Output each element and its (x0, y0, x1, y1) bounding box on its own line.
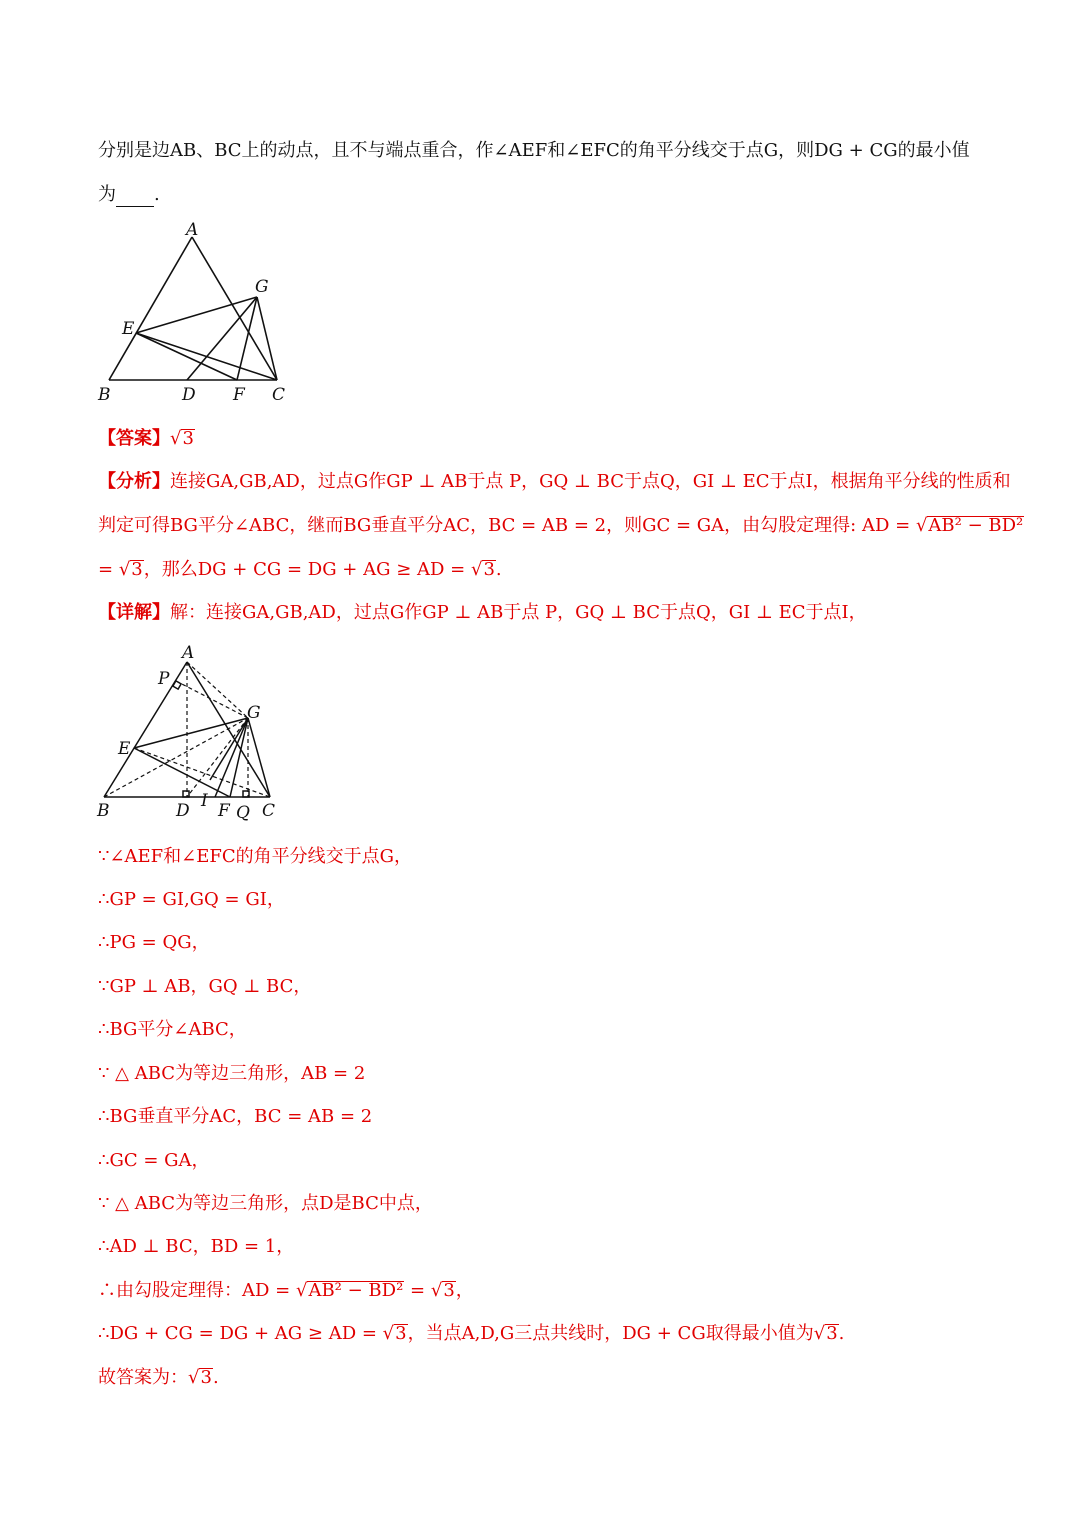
step-3: ∴PG = QG， (98, 932, 210, 953)
step-11: ∴由勾股定理得：AD = √AB² − BD² = √3， (98, 1280, 474, 1301)
fig2-label-g: G (247, 703, 261, 723)
fig1-label-d: D (182, 385, 196, 405)
fig1-label-b: B (98, 385, 111, 405)
step-6: ∵ △ ABC为等边三角形，AB = 2 (98, 1063, 366, 1084)
fig1-label-g: G (255, 277, 269, 297)
figure-2 (90, 640, 300, 825)
answer-blank (116, 188, 154, 207)
step-8: ∴GC = GA， (98, 1150, 210, 1171)
fig1-label-a: A (186, 220, 199, 240)
final-answer: 故答案为：√3. (98, 1367, 219, 1388)
fig2-label-b: B (97, 801, 110, 821)
figure-1 (90, 215, 300, 410)
problem-line-2: 为 . (98, 184, 160, 205)
fig1-label-c: C (272, 385, 286, 405)
step-7: ∴BG垂直平分AC，BC = AB = 2 (98, 1106, 373, 1127)
step-9: ∵ △ ABC为等边三角形，点D是BC中点， (98, 1193, 433, 1214)
fig2-label-c: C (262, 801, 276, 821)
fig2-label-i: I (201, 791, 208, 811)
fig2-label-a: A (182, 643, 195, 663)
analysis-line-2: 判定可得BG平分∠ABC，继而BG垂直平分AC，BC = AB = 2，则GC = GA，由勾股定理得: AD = √AB² − BD² (98, 515, 1024, 536)
step-1: ∵∠AEF和∠EFC的角平分线交于点G， (98, 846, 413, 867)
step-5: ∴BG平分∠ABC， (98, 1019, 247, 1040)
step-12: ∴DG + CG = DG + AG ≥ AD = √3，当点A,D,G三点共线时，DG + CG取得最小值为√3. (98, 1323, 845, 1344)
step-2: ∴GP = GI,GQ = GI， (98, 889, 285, 910)
fig2-label-f: F (218, 801, 230, 821)
fig1-label-f: F (233, 385, 245, 405)
detail-line-1: 【详解】解：连接GA,GB,AD，过点G作GP ⊥ AB于点 P，GQ ⊥ BC于点Q，GI ⊥ EC于点I， (98, 602, 867, 623)
problem-line-1: 分别是边AB、BC上的动点，且不与端点重合，作∠AEF和∠EFC的角平分线交于点G，则DG + CG的最小值 (98, 140, 970, 161)
fig1-label-e: E (122, 319, 135, 339)
fig2-label-d: D (176, 801, 190, 821)
step-10: ∴AD ⊥ BC，BD = 1， (98, 1236, 295, 1257)
step-4: ∵GP ⊥ AB，GQ ⊥ BC， (98, 976, 312, 997)
answer-line: 【答案】√3 (98, 428, 194, 449)
fig2-label-q: Q (236, 803, 250, 823)
analysis-line-3: = √3，那么DG + CG = DG + AG ≥ AD = √3. (98, 559, 502, 580)
fig2-label-p: P (158, 669, 170, 689)
analysis-line-1: 【分析】连接GA,GB,AD，过点G作GP ⊥ AB于点 P，GQ ⊥ BC于点Q，GI ⊥ EC于点I，根据角平分线的性质和 (98, 471, 1011, 492)
fig2-label-e: E (118, 739, 131, 759)
